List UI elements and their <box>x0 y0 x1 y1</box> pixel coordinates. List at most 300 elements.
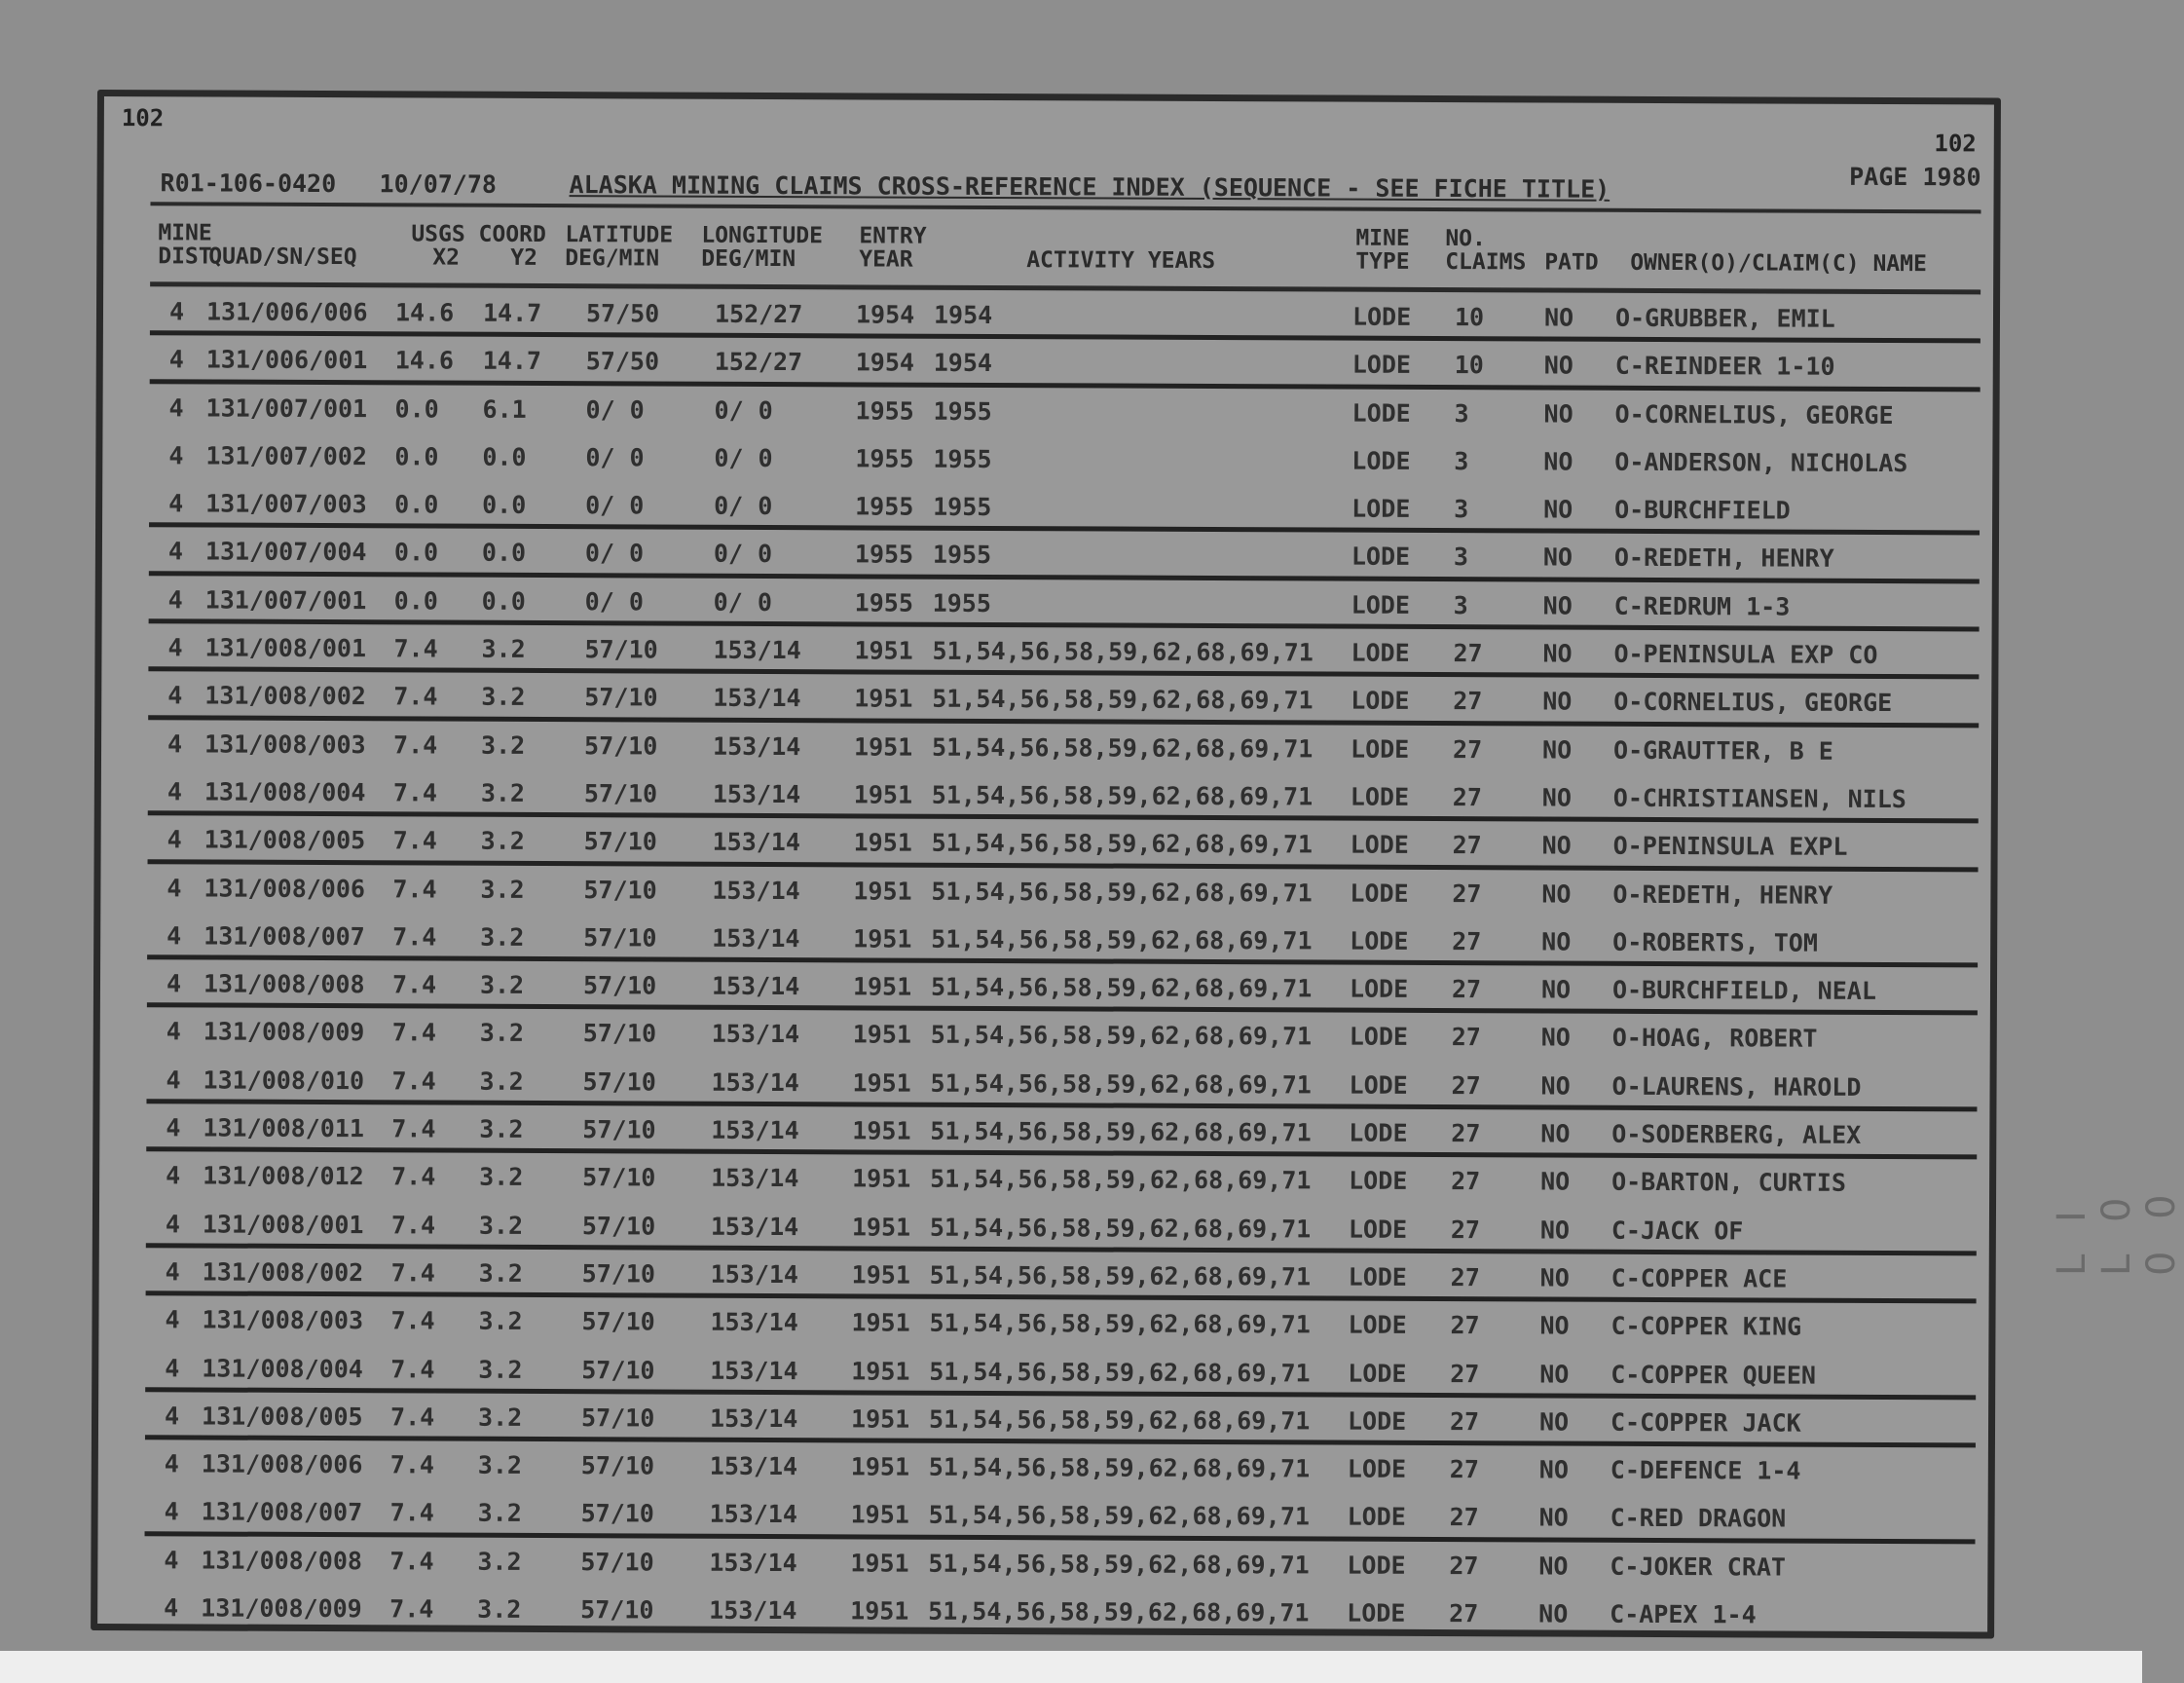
mine-type-cell: LODE <box>1350 782 1410 811</box>
owner-claim-name-cell: C-COPPER ACE <box>1610 1263 1788 1293</box>
activity-years-cell: 1954 <box>933 300 993 330</box>
claims-count-cell: 27 <box>1453 639 1483 668</box>
y-coord-cell: 3.2 <box>477 1547 522 1576</box>
owner-claim-name-cell: O-ANDERSON, NICHOLAS <box>1614 447 1908 478</box>
entry-year-cell: 1951 <box>852 1068 911 1098</box>
activity-years-cell: 51,54,56,58,59,62,68,69,71 <box>932 636 1314 667</box>
owner-claim-name-cell: C-COPPER JACK <box>1610 1407 1801 1438</box>
quad-cell: 131/008/008 <box>201 1546 363 1575</box>
owner-claim-name-cell: O-ROBERTS, TOM <box>1612 927 1818 957</box>
owner-claim-name-cell: O-GRAUTTER, B E <box>1612 735 1833 766</box>
entry-year-cell: 1951 <box>853 780 913 809</box>
longitude-cell: 153/14 <box>713 731 801 761</box>
longitude-cell: 153/14 <box>709 1595 797 1626</box>
mine-dist-cell: 4 <box>165 1353 180 1382</box>
claims-count-cell: 27 <box>1452 926 1482 956</box>
owner-claim-name-cell: C-JOKER CRAT <box>1610 1552 1787 1582</box>
quad-cell: 131/008/004 <box>204 777 366 807</box>
mine-type-cell: LODE <box>1350 830 1409 860</box>
latitude-cell: 57/10 <box>583 779 658 808</box>
patented-cell: NO <box>1542 591 1573 620</box>
column-headers <box>150 219 1980 294</box>
quad-cell: 131/008/007 <box>201 1497 363 1527</box>
table-row <box>149 479 1980 535</box>
claims-count-cell: 27 <box>1449 1406 1480 1437</box>
quad-cell: 131/008/002 <box>204 681 366 711</box>
y-coord-cell: 0.0 <box>481 586 526 616</box>
mine-dist-cell: 4 <box>164 1593 179 1623</box>
activity-years-cell: 51,54,56,58,59,62,68,69,71 <box>929 1213 1312 1244</box>
x-coord-cell: 7.4 <box>389 1498 434 1527</box>
quad-cell: 131/007/003 <box>205 489 367 519</box>
patented-cell: NO <box>1538 1552 1569 1581</box>
y-coord-cell: 3.2 <box>480 922 525 952</box>
claims-count-cell: 27 <box>1451 975 1482 1004</box>
patented-cell: NO <box>1541 735 1573 765</box>
mine-dist-cell: 4 <box>167 585 183 615</box>
mine-dist-cell: 4 <box>167 873 182 902</box>
claims-count-cell: 27 <box>1449 1503 1479 1532</box>
mine-dist-cell: 4 <box>166 1113 181 1142</box>
quad-cell: 131/008/008 <box>203 969 365 999</box>
y-coord-cell: 3.2 <box>478 1211 524 1240</box>
mine-dist-cell: 4 <box>167 777 182 806</box>
longitude-cell: 152/27 <box>714 299 803 329</box>
entry-year-cell: 1951 <box>852 1020 912 1050</box>
patented-cell: NO <box>1539 1311 1570 1340</box>
x-coord-cell: 7.4 <box>389 1450 435 1479</box>
mine-dist-cell: 4 <box>167 633 183 662</box>
entry-year-cell: 1951 <box>853 876 912 906</box>
mine-type-cell: LODE <box>1349 1023 1409 1052</box>
claims-count-cell: 27 <box>1449 1551 1479 1580</box>
mine-type-cell: LODE <box>1351 302 1412 331</box>
x-coord-cell: 0.0 <box>393 538 439 568</box>
owner-claim-name-cell: O-LAURENS, HAROLD <box>1611 1071 1862 1102</box>
longitude-cell: 153/14 <box>711 971 800 1001</box>
mine-type-cell: LODE <box>1351 590 1410 619</box>
table-row <box>146 1103 1977 1159</box>
y-coord-cell: 3.2 <box>480 826 525 856</box>
header-latitude: LATITUDE DEG/MIN <box>565 222 674 272</box>
patented-cell: NO <box>1538 1503 1569 1533</box>
quad-cell: 131/006/006 <box>205 297 368 327</box>
y-coord-cell: 3.2 <box>477 1450 523 1480</box>
claims-count-cell: 27 <box>1451 1070 1481 1100</box>
owner-claim-name-cell: C-REINDEER 1-10 <box>1614 352 1835 382</box>
latitude-cell: 0/ 0 <box>584 586 644 617</box>
mine-type-cell: LODE <box>1347 1503 1406 1532</box>
patented-cell: NO <box>1540 1023 1571 1053</box>
x-coord-cell: 7.4 <box>391 1114 436 1143</box>
patented-cell: NO <box>1538 1599 1569 1628</box>
longitude-cell: 153/14 <box>710 1259 799 1290</box>
activity-years-cell: 51,54,56,58,59,62,68,69,71 <box>932 732 1314 764</box>
claims-count-cell: 27 <box>1451 1119 1481 1148</box>
owner-claim-name-cell: O-HOAG, ROBERT <box>1611 1024 1818 1054</box>
x-coord-cell: 7.4 <box>389 1402 435 1432</box>
latitude-cell: 57/10 <box>580 1451 655 1480</box>
owner-claim-name-cell: O-CORNELIUS, GEORGE <box>1614 399 1894 430</box>
table-row <box>147 1008 1978 1064</box>
header-x2: X2 <box>432 244 461 271</box>
claims-count-cell: 10 <box>1454 351 1484 380</box>
y-coord-cell: 0.0 <box>482 442 527 471</box>
owner-claim-name-cell: O-BURCHFIELD, NEAL <box>1611 975 1876 1006</box>
longitude-cell: 0/ 0 <box>714 395 773 425</box>
quad-cell: 131/006/001 <box>205 345 368 375</box>
table-row <box>150 336 1980 392</box>
longitude-cell: 153/14 <box>711 1020 800 1049</box>
frame-number-left: 102 <box>121 104 165 132</box>
bottom-strip <box>0 1651 2142 1683</box>
longitude-cell: 153/14 <box>710 1356 798 1385</box>
longitude-cell: 153/14 <box>712 923 800 954</box>
activity-years-cell: 51,54,56,58,59,62,68,69,71 <box>930 1116 1312 1147</box>
patented-cell: NO <box>1540 1167 1571 1196</box>
longitude-cell: 153/14 <box>709 1548 797 1577</box>
activity-years-cell: 1954 <box>933 349 993 378</box>
activity-years-cell: 51,54,56,58,59,62,68,69,71 <box>931 829 1314 859</box>
claims-count-cell: 27 <box>1452 783 1483 812</box>
y-coord-cell: 3.2 <box>479 1019 524 1048</box>
entry-year-cell: 1955 <box>854 588 913 617</box>
table-row <box>149 528 1980 583</box>
activity-years-cell: 51,54,56,58,59,62,68,69,71 <box>930 972 1313 1003</box>
longitude-cell: 153/14 <box>711 1164 799 1193</box>
entry-year-cell: 1955 <box>855 444 914 473</box>
mine-dist-cell: 4 <box>167 537 184 566</box>
mine-dist-cell: 4 <box>165 1305 180 1334</box>
latitude-cell: 57/10 <box>584 635 658 664</box>
activity-years-cell: 51,54,56,58,59,62,68,69,71 <box>928 1452 1311 1483</box>
patented-cell: NO <box>1543 399 1573 429</box>
entry-year-cell: 1951 <box>850 1452 910 1481</box>
x-coord-cell: 7.4 <box>392 922 437 952</box>
x-coord-cell: 7.4 <box>389 1594 434 1624</box>
quad-cell: 131/008/003 <box>204 729 366 759</box>
table-row <box>149 576 1980 631</box>
table-row <box>144 1536 1975 1591</box>
claims-count-cell: 10 <box>1454 303 1485 332</box>
activity-years-cell: 51,54,56,58,59,62,68,69,71 <box>931 780 1314 811</box>
activity-years-cell: 1955 <box>932 541 992 570</box>
mine-type-cell: LODE <box>1351 350 1412 380</box>
latitude-cell: 0/ 0 <box>585 394 645 425</box>
entry-year-cell: 1951 <box>851 1260 910 1290</box>
mine-dist-cell: 4 <box>165 1209 181 1239</box>
owner-claim-name-cell: C-APEX 1-4 <box>1610 1599 1757 1629</box>
quad-cell: 131/007/001 <box>204 585 367 615</box>
table-row <box>147 864 1978 919</box>
longitude-cell: 153/14 <box>709 1500 797 1529</box>
patented-cell: NO <box>1541 927 1572 956</box>
x-coord-cell: 7.4 <box>390 1354 435 1384</box>
latitude-cell: 57/10 <box>583 827 657 856</box>
y-coord-cell: 3.2 <box>479 1163 524 1192</box>
y-coord-cell: 14.7 <box>482 347 542 376</box>
activity-years-cell: 51,54,56,58,59,62,68,69,71 <box>929 1260 1312 1291</box>
mine-dist-cell: 4 <box>168 441 184 470</box>
patented-cell: NO <box>1538 1455 1570 1484</box>
claims-count-cell: 27 <box>1453 687 1483 716</box>
mine-dist-cell: 4 <box>167 921 182 951</box>
mine-type-cell: LODE <box>1351 398 1411 428</box>
owner-claim-name-cell: C-JACK OF <box>1610 1216 1744 1246</box>
header-longitude: LONGITUDE DEG/MIN <box>701 222 824 273</box>
mine-type-cell: LODE <box>1347 1454 1407 1484</box>
x-coord-cell: 7.4 <box>390 1210 436 1240</box>
x-coord-cell: 7.4 <box>393 634 438 663</box>
y-coord-cell: 3.2 <box>479 1114 524 1143</box>
y-coord-cell: 6.1 <box>482 394 527 424</box>
claims-count-cell: 27 <box>1452 831 1482 860</box>
mine-dist-cell: 4 <box>165 1257 180 1287</box>
activity-years-cell: 51,54,56,58,59,62,68,69,71 <box>930 1021 1313 1051</box>
x-coord-cell: 7.4 <box>391 1066 436 1096</box>
y-coord-cell: 3.2 <box>480 875 525 904</box>
patented-cell: NO <box>1539 1216 1571 1245</box>
claims-count-cell: 27 <box>1449 1599 1479 1628</box>
table-row <box>149 384 1980 439</box>
page-number: PAGE 1980 <box>1849 162 1981 192</box>
claims-table <box>144 287 1980 1640</box>
longitude-cell: 153/14 <box>711 1115 799 1145</box>
mine-dist-cell: 4 <box>168 297 185 326</box>
y-coord-cell: 0.0 <box>481 539 527 568</box>
entry-year-cell: 1955 <box>855 492 914 521</box>
table-row <box>148 623 1979 679</box>
latitude-cell: 57/10 <box>580 1595 654 1625</box>
report-date: 10/07/78 <box>379 169 498 199</box>
x-coord-cell: 7.4 <box>391 970 437 999</box>
longitude-cell: 153/14 <box>709 1451 798 1481</box>
longitude-cell: 153/14 <box>710 1212 799 1241</box>
mine-dist-cell: 4 <box>167 825 182 854</box>
claims-count-cell: 3 <box>1454 446 1469 476</box>
entry-year-cell: 1951 <box>850 1500 909 1530</box>
table-row <box>145 1295 1976 1351</box>
patented-cell: NO <box>1540 1071 1571 1101</box>
entry-year-cell: 1951 <box>852 1164 911 1193</box>
quad-cell: 131/008/003 <box>202 1305 364 1335</box>
latitude-cell: 57/10 <box>580 1499 654 1528</box>
header-usgs-coord: USGS COORD <box>411 221 546 248</box>
latitude-cell: 57/10 <box>584 683 658 712</box>
mine-type-cell: LODE <box>1347 1551 1406 1580</box>
report-header <box>150 162 1981 213</box>
frame-number-right: 102 <box>1934 130 1977 158</box>
activity-years-cell: 51,54,56,58,59,62,68,69,71 <box>929 1357 1311 1387</box>
owner-claim-name-cell: O-GRUBBER, EMIL <box>1614 303 1835 333</box>
patented-cell: NO <box>1539 1263 1570 1292</box>
table-row <box>148 767 1979 823</box>
y-coord-cell: 3.2 <box>481 730 526 760</box>
patented-cell: NO <box>1543 351 1573 380</box>
x-coord-cell: 14.6 <box>394 346 455 375</box>
latitude-cell: 57/10 <box>581 1211 656 1241</box>
activity-years-cell: 1955 <box>933 444 992 473</box>
latitude-cell: 57/10 <box>582 1115 656 1144</box>
quad-cell: 131/008/009 <box>201 1593 362 1624</box>
latitude-cell: 57/10 <box>580 1547 654 1577</box>
patented-cell: NO <box>1543 495 1573 524</box>
patented-cell: NO <box>1541 831 1572 860</box>
patented-cell: NO <box>1542 639 1573 668</box>
header-mine-dist: MINE DIST <box>158 220 212 270</box>
header-owner: OWNER(O)/CLAIM(C) NAME <box>1630 249 1927 278</box>
entry-year-cell: 1955 <box>854 540 914 570</box>
entry-year-cell: 1955 <box>855 395 914 426</box>
patented-cell: NO <box>1540 975 1572 1004</box>
patented-cell: NO <box>1543 303 1574 332</box>
quad-cell: 131/008/005 <box>204 825 366 855</box>
side-code: L I L 0 0 0 <box>2050 1184 2184 1276</box>
mine-dist-cell: 4 <box>167 729 183 759</box>
table-row <box>145 1344 1976 1400</box>
quad-cell: 131/008/004 <box>202 1354 363 1383</box>
owner-claim-name-cell: C-COPPER KING <box>1610 1312 1802 1341</box>
mine-dist-cell: 4 <box>164 1449 179 1478</box>
activity-years-cell: 1955 <box>932 588 991 617</box>
activity-years-cell: 51,54,56,58,59,62,68,69,71 <box>932 685 1314 715</box>
y-coord-cell: 3.2 <box>478 1258 523 1288</box>
header-mine-type: MINE TYPE <box>1355 225 1410 275</box>
owner-claim-name-cell: C-DEFENCE 1-4 <box>1610 1455 1801 1485</box>
latitude-cell: 57/10 <box>583 875 657 905</box>
latitude-cell: 57/10 <box>582 1019 657 1048</box>
header-y2: Y2 <box>510 244 538 271</box>
table-row <box>144 1584 1975 1639</box>
y-coord-cell: 3.2 <box>477 1594 522 1624</box>
quad-cell: 131/008/009 <box>203 1017 365 1047</box>
latitude-cell: 0/ 0 <box>585 443 645 472</box>
latitude-cell: 57/10 <box>582 1163 656 1192</box>
quad-cell: 131/007/002 <box>205 441 368 471</box>
table-row <box>150 287 1980 343</box>
quad-cell: 131/007/004 <box>204 537 367 567</box>
owner-claim-name-cell: C-REDRUM 1-3 <box>1613 591 1791 621</box>
longitude-cell: 153/14 <box>712 828 801 857</box>
longitude-cell: 152/27 <box>714 348 803 377</box>
mine-dist-cell: 4 <box>166 1161 181 1190</box>
entry-year-cell: 1951 <box>852 1116 911 1145</box>
entry-year-cell: 1951 <box>850 1596 909 1626</box>
table-row <box>146 1200 1977 1255</box>
microfiche-frame <box>91 90 2001 1639</box>
claims-count-cell: 3 <box>1454 398 1469 428</box>
y-coord-cell: 3.2 <box>481 683 526 712</box>
y-coord-cell: 3.2 <box>477 1499 522 1528</box>
claims-count-cell: 27 <box>1452 734 1483 764</box>
longitude-cell: 0/ 0 <box>714 443 773 472</box>
owner-claim-name-cell: C-COPPER QUEEN <box>1610 1360 1817 1390</box>
mine-dist-cell: 4 <box>164 1402 180 1431</box>
mine-type-cell: LODE <box>1351 446 1411 475</box>
latitude-cell: 57/10 <box>581 1259 656 1289</box>
x-coord-cell: 0.0 <box>394 490 439 519</box>
latitude-cell: 57/10 <box>583 923 657 953</box>
table-row <box>146 1152 1977 1208</box>
activity-years-cell: 51,54,56,58,59,62,68,69,71 <box>930 1165 1312 1195</box>
x-coord-cell: 7.4 <box>390 1258 435 1288</box>
longitude-cell: 153/14 <box>712 779 801 809</box>
mine-dist-cell: 4 <box>166 969 182 998</box>
latitude-cell: 0/ 0 <box>585 491 645 520</box>
latitude-cell: 57/10 <box>584 730 658 761</box>
header-patd: PATD <box>1544 249 1599 276</box>
y-coord-cell: 14.7 <box>482 298 542 327</box>
activity-years-cell: 51,54,56,58,59,62,68,69,71 <box>928 1501 1311 1531</box>
y-coord-cell: 0.0 <box>482 490 527 520</box>
entry-year-cell: 1951 <box>853 924 912 954</box>
patented-cell: NO <box>1542 687 1573 716</box>
table-row <box>145 1440 1976 1495</box>
x-coord-cell: 14.6 <box>394 298 455 327</box>
quad-cell: 131/008/005 <box>201 1402 363 1432</box>
latitude-cell: 57/50 <box>585 347 660 376</box>
entry-year-cell: 1951 <box>851 1213 911 1242</box>
patented-cell: NO <box>1541 879 1572 909</box>
quad-cell: 131/008/002 <box>202 1257 364 1288</box>
x-coord-cell: 7.4 <box>393 682 438 711</box>
claims-count-cell: 27 <box>1450 1311 1480 1340</box>
header-no-claims: NO. CLAIMS <box>1445 226 1527 276</box>
mine-type-cell: LODE <box>1349 1118 1408 1147</box>
mine-dist-cell: 4 <box>168 393 184 422</box>
mine-type-cell: LODE <box>1348 1359 1407 1388</box>
mine-type-cell: LODE <box>1350 926 1409 955</box>
longitude-cell: 153/14 <box>711 1067 799 1097</box>
entry-year-cell: 1954 <box>855 348 915 377</box>
mine-dist-cell: 4 <box>167 681 183 710</box>
claims-count-cell: 27 <box>1450 1215 1481 1244</box>
claims-count-cell: 3 <box>1453 542 1469 572</box>
header-entry-year: ENTRY YEAR <box>859 223 927 273</box>
mine-dist-cell: 4 <box>168 345 184 374</box>
x-coord-cell: 7.4 <box>391 1018 436 1047</box>
table-row <box>145 1488 1976 1544</box>
claims-count-cell: 27 <box>1450 1263 1480 1292</box>
latitude-cell: 57/10 <box>581 1307 655 1336</box>
x-coord-cell: 0.0 <box>394 442 439 471</box>
longitude-cell: 153/14 <box>712 876 800 905</box>
activity-years-cell: 51,54,56,58,59,62,68,69,71 <box>931 924 1313 955</box>
claims-count-cell: 27 <box>1451 1167 1481 1196</box>
table-row <box>147 959 1978 1015</box>
table-row <box>148 720 1979 775</box>
owner-claim-name-cell: O-BURCHFIELD <box>1614 495 1791 525</box>
quad-cell: 131/008/012 <box>203 1161 364 1191</box>
owner-claim-name-cell: O-PENINSULA EXPL <box>1612 832 1848 862</box>
longitude-cell: 0/ 0 <box>713 540 773 569</box>
longitude-cell: 153/14 <box>709 1403 798 1433</box>
mine-type-cell: LODE <box>1347 1406 1407 1436</box>
x-coord-cell: 7.4 <box>392 874 437 904</box>
owner-claim-name-cell: O-REDETH, HENRY <box>1612 879 1833 910</box>
patented-cell: NO <box>1542 542 1573 573</box>
activity-years-cell: 51,54,56,58,59,62,68,69,71 <box>929 1308 1311 1339</box>
x-coord-cell: 0.0 <box>393 586 438 616</box>
longitude-cell: 153/14 <box>713 684 801 713</box>
activity-years-cell: 1955 <box>933 492 992 522</box>
quad-cell: 131/007/001 <box>205 393 368 423</box>
latitude-cell: 57/10 <box>582 971 657 1000</box>
longitude-cell: 153/14 <box>710 1307 798 1337</box>
quad-cell: 131/008/011 <box>203 1113 364 1143</box>
entry-year-cell: 1951 <box>854 684 913 714</box>
header-quad: QUAD/SN/SEQ <box>208 243 357 271</box>
